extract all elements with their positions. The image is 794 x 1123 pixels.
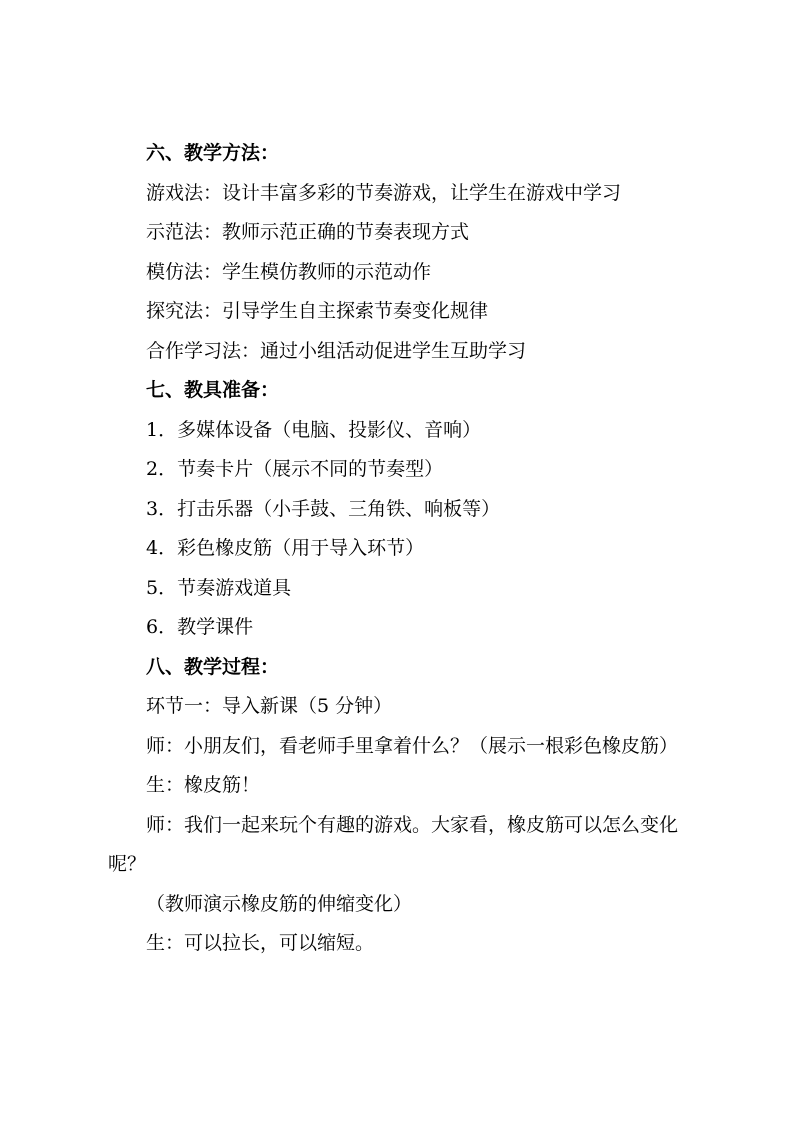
dialogue-line: 生：可以拉长，可以缩短。	[146, 932, 375, 954]
dialogue-line: 生：橡皮筋！	[146, 774, 261, 796]
stage-title: 环节一：导入新课（5 分钟）	[146, 695, 393, 717]
dialogue-line: （教师演示橡皮筋的伸缩变化）	[146, 892, 413, 915]
aid-item: 3．打击乐器（小手鼓、三角铁、响板等）	[146, 497, 501, 520]
dialogue-line: 师：小朋友们，看老师手里拿着什么？（展示一根彩色橡皮筋）	[146, 734, 679, 757]
document-body	[108, 134, 708, 964]
method-item: 合作学习法：通过小组活动促进学生互助学习	[146, 339, 527, 362]
method-item: 示范法：教师示范正确的节奏表现方式	[146, 221, 470, 243]
aid-item: 1．多媒体设备（电脑、投影仪、音响）	[146, 418, 482, 441]
method-item: 游戏法：设计丰富多彩的节奏游戏，让学生在游戏中学习	[146, 181, 622, 204]
method-item: 探究法：引导学生自主探索节奏变化规律	[146, 300, 489, 322]
aid-item: 5．节奏游戏道具	[146, 576, 292, 599]
dialogue-line: 师：我们一起来玩个有趣的游戏。大家看，橡皮筋可以怎么变化呢？	[108, 813, 679, 875]
section-heading-teaching-process: 八、教学过程：	[146, 655, 280, 678]
section-heading-teaching-aids: 七、教具准备：	[146, 379, 280, 401]
aid-item: 2．节奏卡片（展示不同的节奏型）	[146, 458, 444, 480]
method-item: 模仿法：学生模仿教师的示范动作	[146, 260, 432, 283]
aid-item: 6．教学课件	[146, 616, 254, 638]
aid-item: 4．彩色橡皮筋（用于导入环节）	[146, 537, 425, 559]
section-heading-teaching-methods: 六、教学方法：	[146, 142, 280, 164]
